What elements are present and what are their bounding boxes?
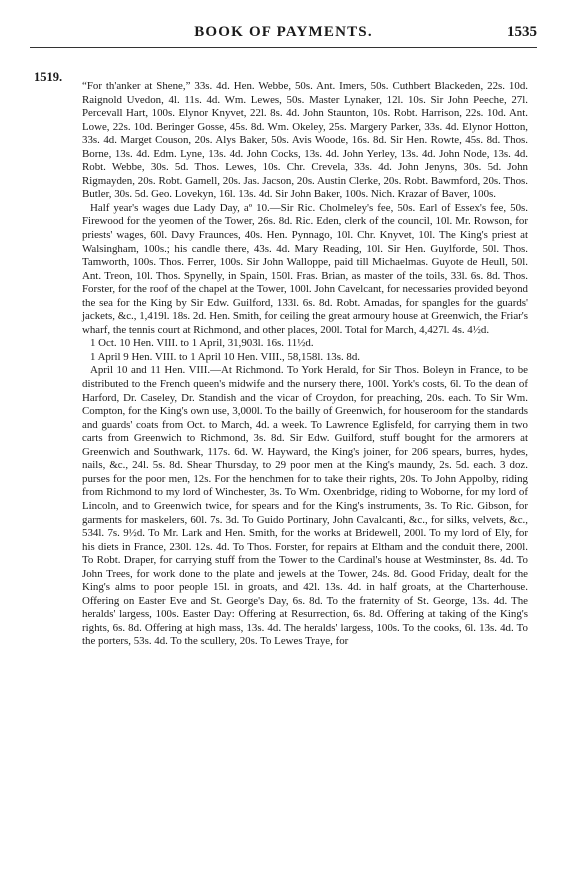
year-label: 1519.	[34, 70, 63, 84]
paragraph-half-year-wages: Half year's wages due Lady Day, aº 10.—Sir Ric. Cholmeley's fee, 50s. Earl of Essex's fee, 50s. Firewood for the yeomen of the Tower, 26s. 8d. Ric. Eden, clerk of the council, 10l. Mr. Rowson, for priests' wages, 60l. Davy Fraunces, 40s. Hen. Pynnago, 10l. Chr. Knyvet, 10l. The King's priest at Walsingham, 100s.; his candle there, 43s. 4d. Mary Reading, 10l. Sir Hen. Guylforde, 50l. Thos. Tamworth, 100s. Thos. Ferrer, 100s. Sir John Walloppe, paid till Michaelmas. Guyote de Heull, 50l. Ant. Treon, 10l. Thos. Spynelly, in Spain, 150l. Fras. Brian, as master of the toils, 33l. 6s. 8d. Thos. Forster, for the roof of the chapel at the Tower, 100l. John Cavelcant, for necessaries provided beyond the sea for the King by Sir Edw. Guilford, 133l. 6s. 8d. Robt. Amadas, for spangles for the guards' jackets, &c., 1,419l. 18s. 2d. Hen. Smith, for ceiling the great armoury house at Greenwich, the Friar's wharf, the tennis court at Richmond, and other places, 200l. Total for March, 4,427l. 4s. 4½d.	[82, 201, 528, 336]
paragraph-april-payments: April 10 and 11 Hen. VIII.—At Richmond. To York Herald, for Sir Thos. Boleyn in France, to be distributed to the French queen's midwife and the nursery there, 100l. York's costs, 6l. To the dean of Harford, Dr. Caseley, Dr. Standish and the vicar of Croydon, for preaching, 20s. each. To Sir Wm. Compton, for the King's own use, 3,000l. To the bailly of Greenwich, for houseroom for the standards and guards' coats from Oct. to March, 4d. a week. To Lawrence Eglisfeld, for carrying them in two carts from Greenwich to Richmond, 3s. 8d. Sir Edw. Guilford, stuff bought for the armorers at Greenwich and Southwark, 117s. 6d. W. Hayward, the King's joiner, for 206 spears, burres, hydes, nails, &c., 24l. 5s. 8d. Shear Thursday, to 29 poor men at the King's maundy, 2s. 5d. each. 3 doz. purses for the poor men, 12s. For the henchmen for to take their rights, 20s. To John Appolby, riding from Richmond to my lord of Winchester, 3s. To Wm. Oxenbridge, riding to Woborne, for my lord of Lincoln, and to Greenwich twice, for spears and for the King's instruments, 3s. To Ric. Gibson, for garments for maskelers, 60l. 7s. 3d. To Guido Portinary, John Cavalcanti, &c., for silks, velvets, &c., 534l. 7s. 9½d. To Mr. Lark and Hen. Smith, for the works at Bridewell, 200l. To my lord of Ely, for his diets in France, 230l. 12s. 4d. To Thos. Forster, for repairs at Eltham and the conduit there, 200l. To Robt. Draper, for carrying stuff from the Tower to the Cardinal's house at Westminster, 8s. 4d. To John Trees, for work done to the plate and jewels at the Tower, 24s. 8d. Good Friday, dealt for the King's alms to poor people 15l. in groats, and 42l. 13s. 4d. in half groats, at the Charterhouse. Offering on Easter Eve and St. George's Day, 6s. 8d. To the fraternity of St. George, 13s. 4d. The heralds' largess, 100s. Easter Day: Offering at Resurrection, 6s. 8d. Offering at taking of the King's rights, 6s. 8d. Offering at high mass, 13s. 4d. The heralds' largess, 100s. To the cooks, 6l. 13s. 4d. To the porters, 53s. 4d. To the scullery, 20s. To Lewes Traye, for	[82, 364, 528, 648]
paragraph-total-oct-april: 1 Oct. 10 Hen. VIII. to 1 April, 31,903l. 16s. 11½d.	[90, 337, 314, 350]
page-number: 1535	[507, 24, 537, 40]
body-text	[82, 80, 528, 649]
paragraph-wage-list: “For th'anker at Shene,” 33s. 4d. Hen. Webbe, 50s. Ant. Imers, 50s. Cuthbert Blackeden, 22s. 10d. Raignold Uvedon, 4l. 11s. 4d. Wm. Lewes, 50s. Master Lynaker, 12l. 10s. Sir John Peeche, 27l. Percevall Hart, 100s. Elynor Knyvet, 22l. 8s. 4d. John Staunton, 10s. Robt. Harrison, 22s. 10d. Ant. Lowe, 22s. 10d. Beringer Gosse, 45s. 8d. Wm. Okeley, 25s. Margery Parker, 33s. 4d. Elynor Hotton, 33s. 4d. Marget Couson, 20s. Alys Baker, 50s. Avis Woode, 16s. 8d. Sir Hen. Rowte, 45s. 8d. Thos. Borne, 13s. 4d. Edm. Lyne, 13s. 4d. John Cocks, 13s. 4d. John Yerley, 13s. 4d. John Node, 13s. 4d. Robt. Webbe, 30s. 5d. Thos. Lewes, 10s. Chr. Crevela, 33s. 4d. John Jenyns, 30s. 5d. John Rigmayden, 20s. Robt. Gamell, 20s. Jas. Jacson, 20s. Austin Clerke, 20s. Robt. Bawmford, 20s. Thos. Butler, 30s. 5d. Geo. Lovekyn, 16l. 13s. 4d. Sir John Baker, 100s. Nich. Krazar of Baver, 100s.	[82, 80, 528, 201]
page-title: BOOK OF PAYMENTS.	[194, 24, 373, 40]
header-rule	[30, 47, 537, 48]
running-head	[30, 24, 537, 44]
paragraph-total-year: 1 April 9 Hen. VIII. to 1 April 10 Hen. VIII., 58,158l. 13s. 8d.	[90, 350, 361, 363]
